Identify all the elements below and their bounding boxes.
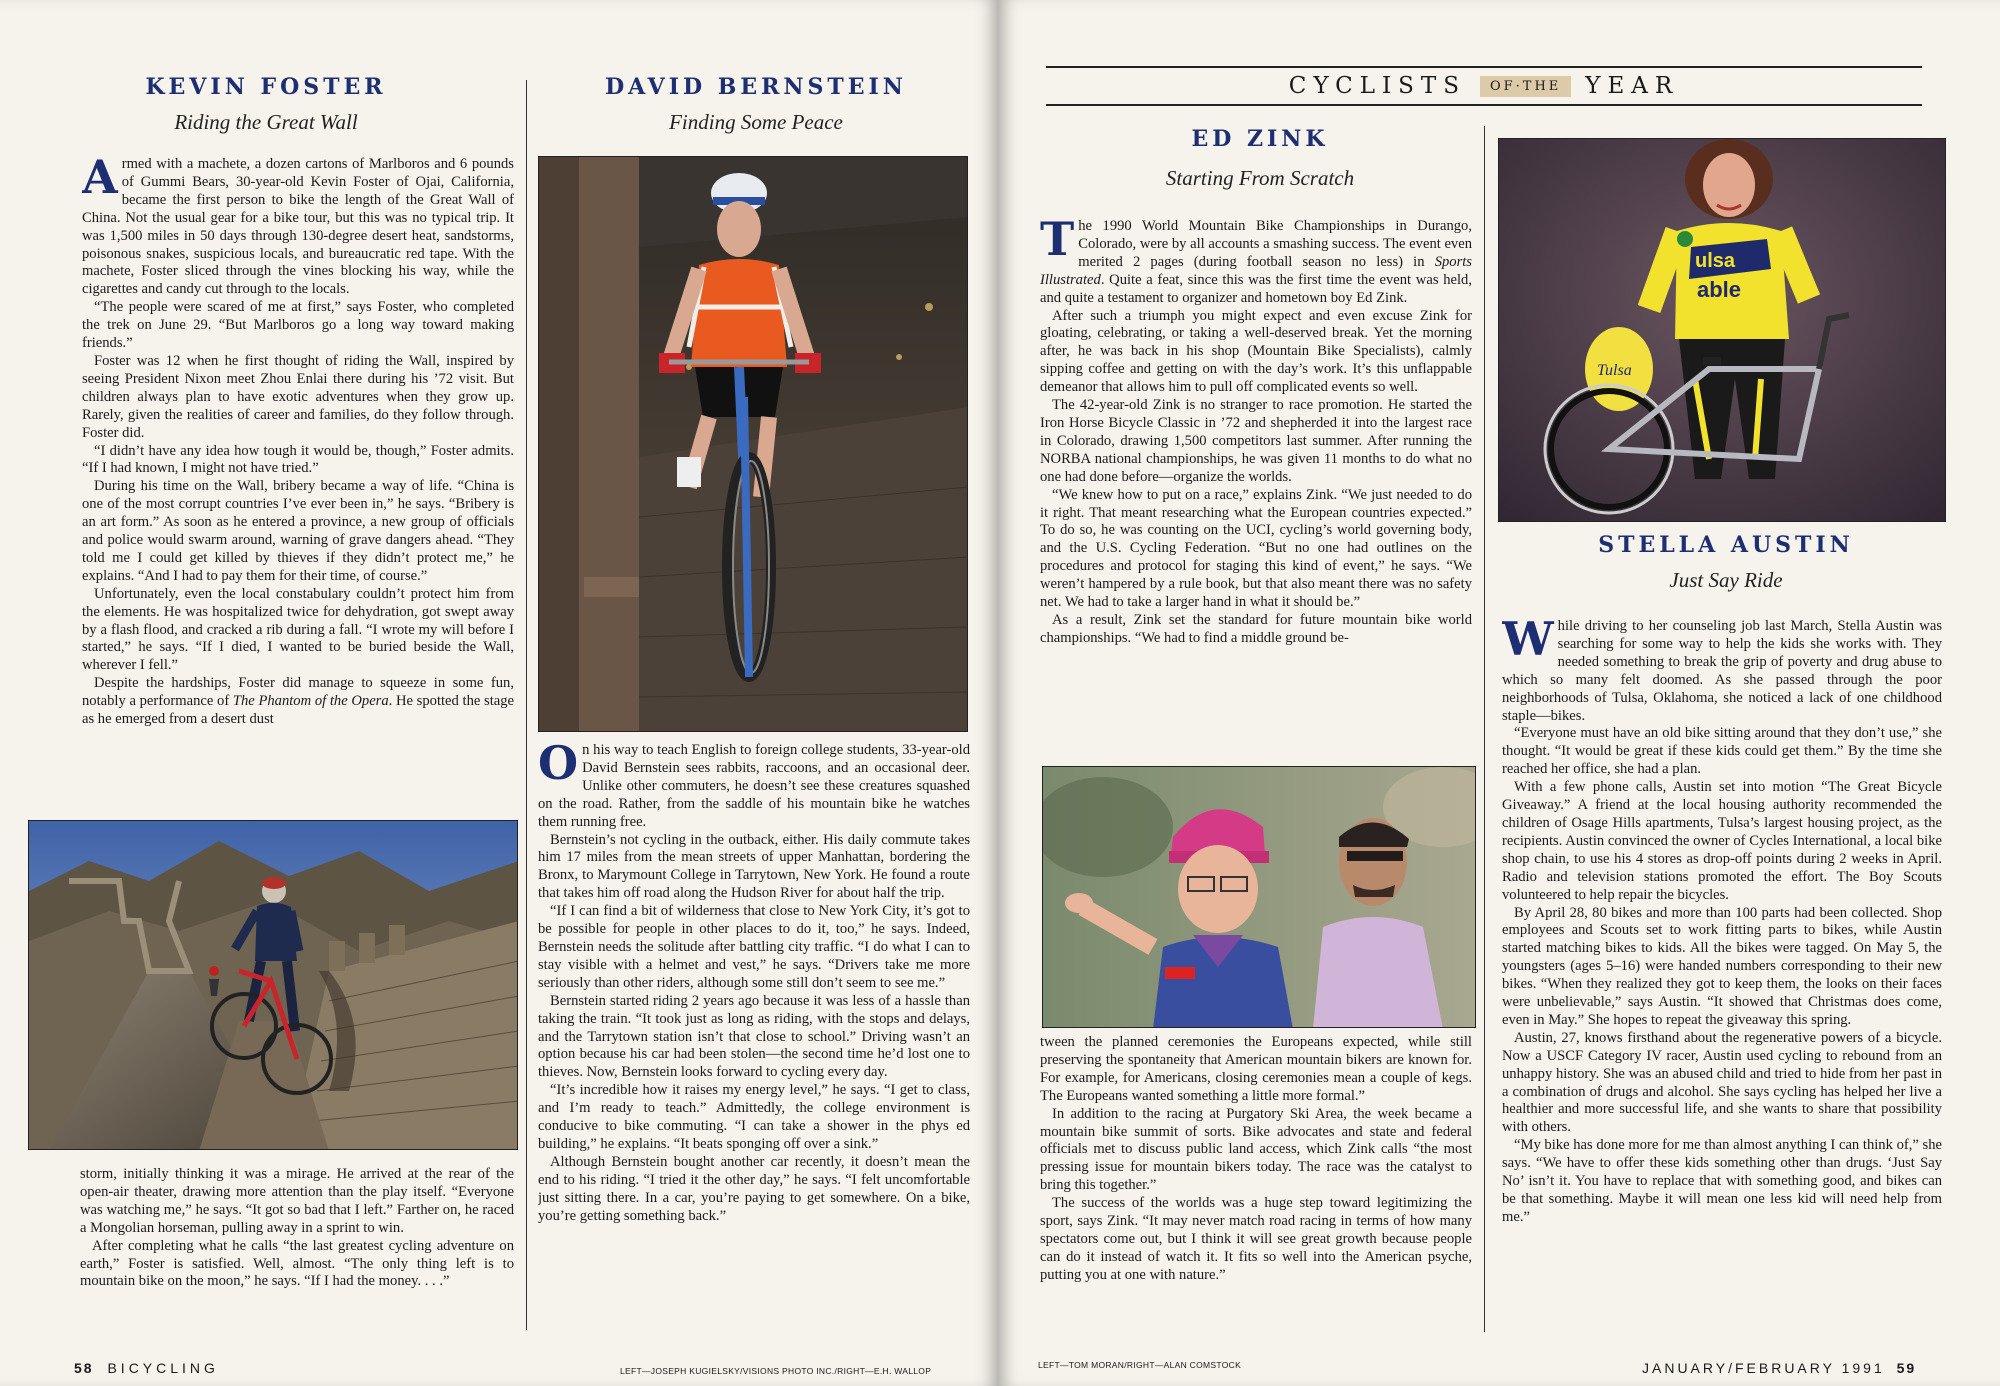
foster-italic-title: The Phantom of the Opera [232,693,389,710]
bernstein-paragraph: Although Bernstein bought another car recently, it doesn’t mean the end to his riding. “I tried it the other day,” he says. “I felt uncomfortable just sitting there. In a car, you’re paying to get somewhere. On a bike, you’re getting something back.” [538,1153,970,1224]
zink-paragraph: “We knew how to put on a race,” explains Zink. “We just needed to do it right. That meant researching what the European countries expected.” To do so, he was counting on the UCI, cycling’s world governing body, and the U.S. Cycling Federation. “But no one had outlines on the procedures and protocol for staging this kind of event,” he says. “We weren’t hampered by a rule book, but that also meant there was no safety net. We had to take a larger hand in what it should be.” [1040,486,1472,611]
foster-deck: Riding the Great Wall [174,110,358,134]
austin-dropcap: W [1502,618,1554,666]
austin-paragraph: By April 28, 80 bikes and more than 100 parts had been collected. Shop employees and Scouts set to work fitting parts to bikes, while Austin started matching bikes to kids. All the bikes were tagged. On May 5, the youngsters (ages 5–16) were handed numbers corresponding to their new bikes. “When they realized they got to keep them, the looks on their faces were unbelievable,” says Austin. “It showed that Christmas does come, even in May.” She hopes to repeat the giveaway this spring. [1502,904,1942,1028]
banner-of-the: OF·THE [1480,76,1571,97]
foster-paragraph: “I didn’t have any idea how tough it would be, though,” Foster admits. “If I had known, I might not have tried.” [82,442,514,477]
bernstein-paragraph: “If I can find a bit of wilderness that close to New York City, it’s got to be possible for people in other places to do it, too,” he says. Indeed, Bernstein needs the solitude after battling city traffic. “I do what I can to stay visible with a helmet and vest,” he says. “Drivers take me more seriously than other riders, although some still don’t seem to see me.” [538,903,970,991]
austin-name: STELLA AUSTIN [1598,532,1854,558]
zink-name: ED ZINK [1191,126,1329,152]
austin-paragraph: “Everyone must have an old bike sitting around that they don’t use,” she thought. “It would be great if these kids could get them.” By the time she reached her office, she had a plan. [1502,725,1942,778]
bernstein-illustration [539,157,968,732]
issue-date: JANUARY/FEBRUARY 1991 [1642,1360,1885,1376]
left-folio [74,1360,219,1376]
section-banner [1046,66,1922,106]
bernstein-deck: Finding Some Peace [669,110,843,134]
foster-dropcap: A [82,156,118,204]
zink-body: The 1990 World Mountain Bike Championships in Durango, Colorado, were by all accounts a smashing success. The event even merited 2 pages (during football season no less) in Sports Illustrated. Quite a feat, since this was the first time the event was held, and quite a testament to organizer and hometown boy Ed Zink. After such a triumph you might expect and even excuse Zink for gloating, celebrating, or taking a well-deserved break. Yet the morning after, he was back in his shop (Mountain Bike Specialists), calmly sipping coffee and getting on with the day’s work. It’s this unflappable demeanor that allows him to pull off complicated events so well. The 42-year-old Zink is no stranger to race promotion. He started the Iron Horse Bicycle Classic in ’72 and shepherded it into the largest race in Colorado, drawing 1,500 competitors last summer. After running the NORBA national championships, he was given 11 months to do what no one had done before—organize the worlds. “We knew how to put on a race,” explains Zink. “We just needed to do it right. That meant researching what the European countries expected.” To do so, he was counting on the UCI, cycling’s world governing body, and the U.S. Cycling Federation. “But no one had outlines on the procedures and protocol for staging this kind of event,” he says. “We weren’t hampered by a rule book, but that also meant there was no safety net. We had to take a larger hand in what it should be.” As a result, Zink set the standard for future mountain bike world championships. “We had to find a middle ground be- [1040,218,1472,646]
austin-paragraph: With a few phone calls, Austin set into motion “The Great Bicycle Giveaway.” A friend at the local housing authority recommended the children of Osage Hills apartments, Tulsa’s largest housing project, as the recipients. Austin convinced the owner of Cycles International, a local bike shop chain, to use his 4 stores as drop-off points during 2 weeks in April. Radio and television stations promoted the effort. The Boy Scouts volunteered to help repair the bicycles. [1502,779,1942,903]
austin-header [1506,532,1946,606]
bernstein-paragraph: Bernstein’s not cycling in the outback, either. His daily commute takes him 17 miles from the mean streets of upper Manhattan, bordering the Bronx, to Marymount College in Tarrytown, New York. He found a route that takes him off road along the Hudson River for about half the trip. [538,831,970,902]
helmet-text: Tulsa [1597,362,1632,379]
foster-body [82,156,514,814]
zink-continuation [1040,1034,1472,1344]
austin-illustration [1499,139,1946,522]
foster-paragraph: storm, initially thinking it was a mirage. He arrived at the rear of the open-air theater, drawing more attention than the play itself. “Everyone was watching me,” he says. “It got so bad that I left.” Farther on, he raced a Mongolian horseman, pulling away in a sprint to win. [80,1166,514,1236]
foster-paragraph: During his time on the Wall, bribery became a way of life. “China is one of the most corrupt countries I’ve ever been in,” he says. “Bribery is an art form.” As soon as he entered a province, a new group of officials and police would swarm around, warning of grave dangers ahead. “They told me I could get killed by thieves if they didn’t protect me,” he explains. “And I had to pay them for their time, of course.” [82,478,514,584]
zink-paragraph: In addition to the racing at Purgatory Ski Area, the week became a mountain bike summit of sorts. Bike advocates and state and federal officials met to discuss public land access, which Zink calls “the most pressing issue for mountain bikers today. The race was the catalyst to bring this together.” [1040,1105,1472,1194]
left-page [0,0,998,1386]
bernstein-dropcap: O [538,742,579,790]
foster-paragraph: rmed with a machete, a dozen cartons of Marlboros and 6 pounds of Gummi Bears, 30-year-old Kevin Foster of Ojai, California, became the first person to bike the length of the Great Wall of China. Not the usual gear for a bike tour, but this was no typical trip. It was 1,500 miles in 50 days through 130-degree desert heat, sandstorms, poisonous snakes, suspicious locals, and bureaucratic red tape. With the machete, Foster sliced through the vines blocking his way, while the cigarettes and candy cut through to the locals. [82,156,514,298]
left-photo-credit: LEFT—JOSEPH KUGIELSKY/VISIONS PHOTO INC./RIGHT—E.H. WALLOP [620,1366,932,1376]
foster-header [64,74,468,144]
foster-paragraph: After completing what he calls “the last greatest cycling adventure on earth,” Foster is satisfied. Well, almost. “The only thing left is to mountain bike on the moon,” he says. “If I had the money. . . .” [80,1237,514,1290]
austin-paragraph: Austin, 27, knows firsthand about the regenerative powers of a bicycle. Now a USCF Category IV racer, Austin used cycling to rebound from an unhappy history. She was an abused child and tried to hide from her past in a combination of drugs and alcohol. She says cycling has helped her live a healthier and more successful life, and she wants to share that possibility with others. [1502,1029,1942,1136]
left-page-number: 58 [74,1360,94,1376]
foster-continuation [80,1166,514,1344]
austin-paragraph: “My bike has done more for me than almost anything I can think of,” she says. “We have to offer these kids something other than drugs. ‘Just Say No’ isn’t it. You have to replace that with something good, and bikes can be that something. Maybe it will mean one less kid will need help from me.” [1502,1137,1942,1225]
column-divider [1484,126,1485,1332]
zink-paragraph: After such a triumph you might expect and even excuse Zink for gloating, celebrating, or taking a well-deserved break. Yet the morning after, he was back in his shop (Mountain Bike Specialists), calmly sipping coffee and getting on with the day’s work. It’s this unflappable demeanor that allows him to pull off complicated events so well. [1040,307,1472,396]
great-wall-photo [28,820,518,1150]
foster-paragraph: “The people were scared of me at first,” says Foster, who completed the trek on June 29. “But Marlboros go a long way toward making friends.” [82,299,514,352]
bernstein-paragraph: Bernstein started riding 2 years ago because it was less of a hassle than taking the train. “It took just as long as riding, with the stops and delays, and the Tarrytown station isn’t that close to school.” Driving wasn’t an option because his car had been stolen—the second time he’d lost one to thieves. Now, Bernstein looks forward to cycling every day. [538,992,970,1081]
zink-header [1044,126,1476,206]
banner-cyclists: CYCLISTS [1288,73,1466,99]
zink-paragraph: tween the planned ceremonies the Europeans expected, while still preserving the spontaneity that American mountain bikers are known for. For example, for Americans, closing ceremonies mean a couple of kegs. The Europeans wanted something a little more formal.” [1040,1034,1472,1104]
great-wall-illustration [29,821,518,1150]
magazine-name: BICYCLING [107,1360,219,1376]
bernstein-paragraph: “It’s incredible how it raises my energy level,” he says. “I get to class, and I’m ready to teach.” Admittedly, the college environment is conducive to bike commuting. “I can take a shower in the phys ed building,” he explains. “It beats sponging off over a sink.” [538,1082,970,1152]
right-folio [1642,1360,1916,1376]
zink-italic-title: Sports Illustrated [1040,253,1472,288]
austin-paragraph: hile driving to her counseling job last March, Stella Austin was searching for some way to help the kids she works with. They needed something to break the grip of poverty and drug abuse to which so many felt doomed. As she passed through the poor neighborhoods of Tulsa, Oklahoma, she noticed a lack of one childhood staple—bikes. [1502,618,1942,724]
austin-photo [1498,138,1946,522]
zink-photo [1042,766,1476,1028]
foster-paragraph: Despite the hardships, Foster did manage to squeeze in some fun, notably a performance of The Phantom of the Opera. He spotted the stage as he emerged from a desert dust [82,675,514,728]
bernstein-header [556,74,956,144]
right-page [998,0,2000,1386]
zink-paragraph: As a result, Zink set the standard for future mountain bike world championships. “We had to find a middle ground be- [1040,611,1472,646]
zink-illustration [1043,767,1476,1028]
column-divider [526,80,527,1330]
foster-name: KEVIN FOSTER [145,74,387,100]
zink-dropcap: T [1040,218,1075,266]
austin-body [1502,618,1942,1338]
jersey-text-2: able [1697,277,1742,302]
jersey-text-1: ulsa [1695,250,1736,272]
bernstein-photo [538,156,968,732]
austin-deck: Just Say Ride [1669,568,1783,592]
bernstein-name: DAVID BERNSTEIN [605,74,907,100]
zink-deck: Starting From Scratch [1165,166,1355,190]
bernstein-body [538,742,970,1346]
bernstein-paragraph: n his way to teach English to foreign college students, 33-year-old David Bernstein sees rabbits, raccoons, and an occasional deer. Unlike other commuters, he doesn’t see these creatures squashed on the road. Rather, from the saddle of his mountain bike he watches them running free. [538,742,970,830]
zink-paragraph: The 42-year-old Zink is no stranger to race promotion. He started the Iron Horse Bicycle Classic in ’72 and shepherded it into the largest race in Colorado, drawing 1,500 competitors last summer. After running the NORBA national championships, he was given 11 months to do what no one had done before—organize the worlds. [1040,397,1472,485]
right-page-number: 59 [1896,1360,1917,1376]
zink-paragraph: The success of the worlds was a huge step toward legitimizing the sport, says Zink. “It may never match road racing in terms of how many spectators come out, but I think it will see great growth because people can do it instead of watch it. It fits so well into the American psyche, putting you at one with nature.” [1040,1195,1472,1283]
banner-year: YEAR [1585,73,1680,99]
foster-paragraph: Unfortunately, even the local constabulary couldn’t protect him from the elements. He was hospitalized twice for dehydration, got swept away by a flash flood, and cracked a rib during a fall. “I wrote my will before I started,” he says. “If I died, I wanted to be buried beside the Wall, wherever I fell.” [82,585,514,674]
foster-paragraph: Foster was 12 when he first thought of riding the Wall, inspired by seeing President Nixon meet Zhou Enlai there during his ’72 visit. But children always plan to have exotic adventures when they grow up. Rarely, given the realities of career and families, do they follow through. Foster did. [82,352,514,441]
right-photo-credit: LEFT—TOM MORAN/RIGHT—ALAN COMSTOCK [1038,1360,1242,1370]
